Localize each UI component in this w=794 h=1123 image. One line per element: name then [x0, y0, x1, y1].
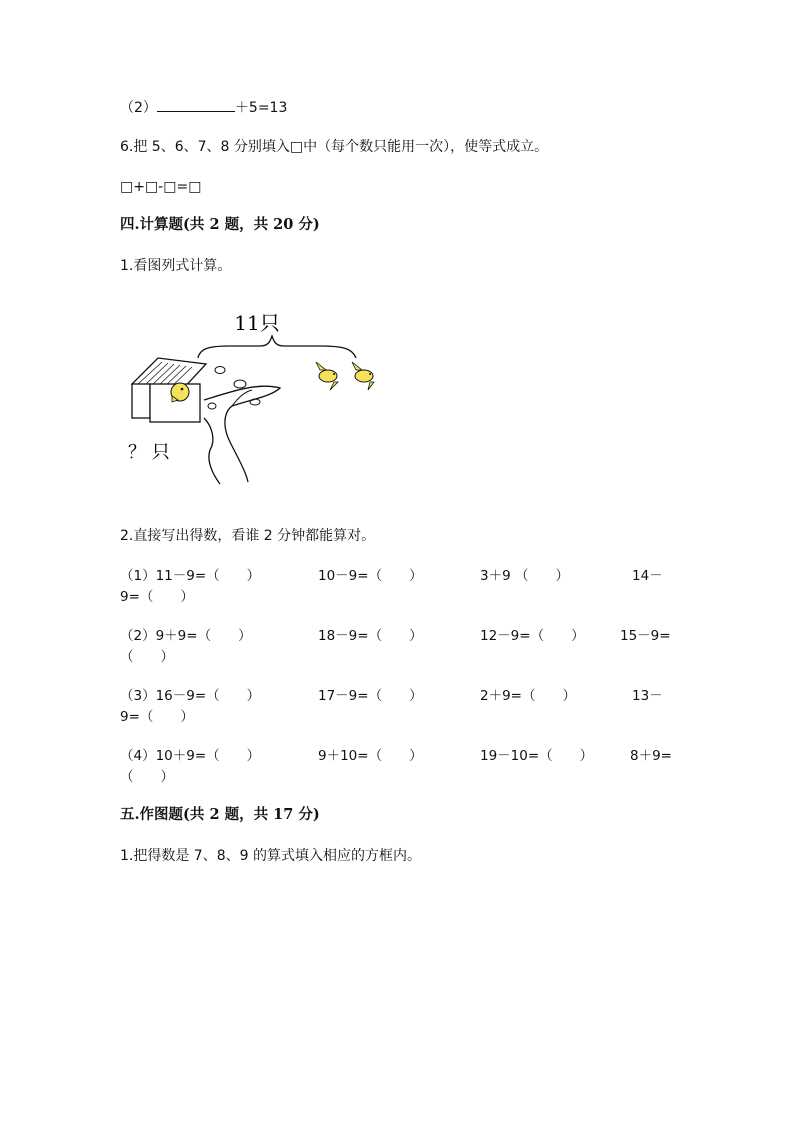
brace [198, 336, 356, 358]
section-4-question-1: 1.看图列式计算。 [120, 258, 232, 274]
section-5-heading: 五.作图题(共 2 题，共 17 分) [120, 806, 320, 823]
bird-icon [316, 362, 338, 390]
tree-branch [204, 386, 280, 482]
section-4-heading: 四.计算题(共 2 题，共 20 分) [120, 216, 320, 233]
leaf-icon [208, 403, 216, 409]
question-6-equation: □+□-□=□ [120, 179, 202, 195]
bird-icon [352, 362, 374, 390]
section-4-question-2: 2.直接写出得数，看谁 2 分钟都能算对。 [120, 528, 376, 544]
birdhouse-side [132, 384, 150, 418]
total-label: 11只 [234, 311, 280, 335]
section-5-question-1: 1.把得数是 7、8、9 的算式填入相应的方框内。 [120, 848, 421, 864]
bird-house-figure [120, 300, 390, 490]
question-5-2: （2） ＋5=13 [120, 100, 288, 116]
question-6: 6.把 5、6、7、8 分别填入□中（每个数只能用一次），使等式成立。 [120, 139, 549, 155]
answer-blank[interactable] [157, 98, 235, 112]
leaf-icon [234, 380, 246, 388]
tree-trunk [204, 418, 220, 484]
unknown-label: ？ 只 [128, 442, 170, 463]
leaf-icon [250, 399, 260, 405]
leaf-icon [215, 367, 225, 374]
